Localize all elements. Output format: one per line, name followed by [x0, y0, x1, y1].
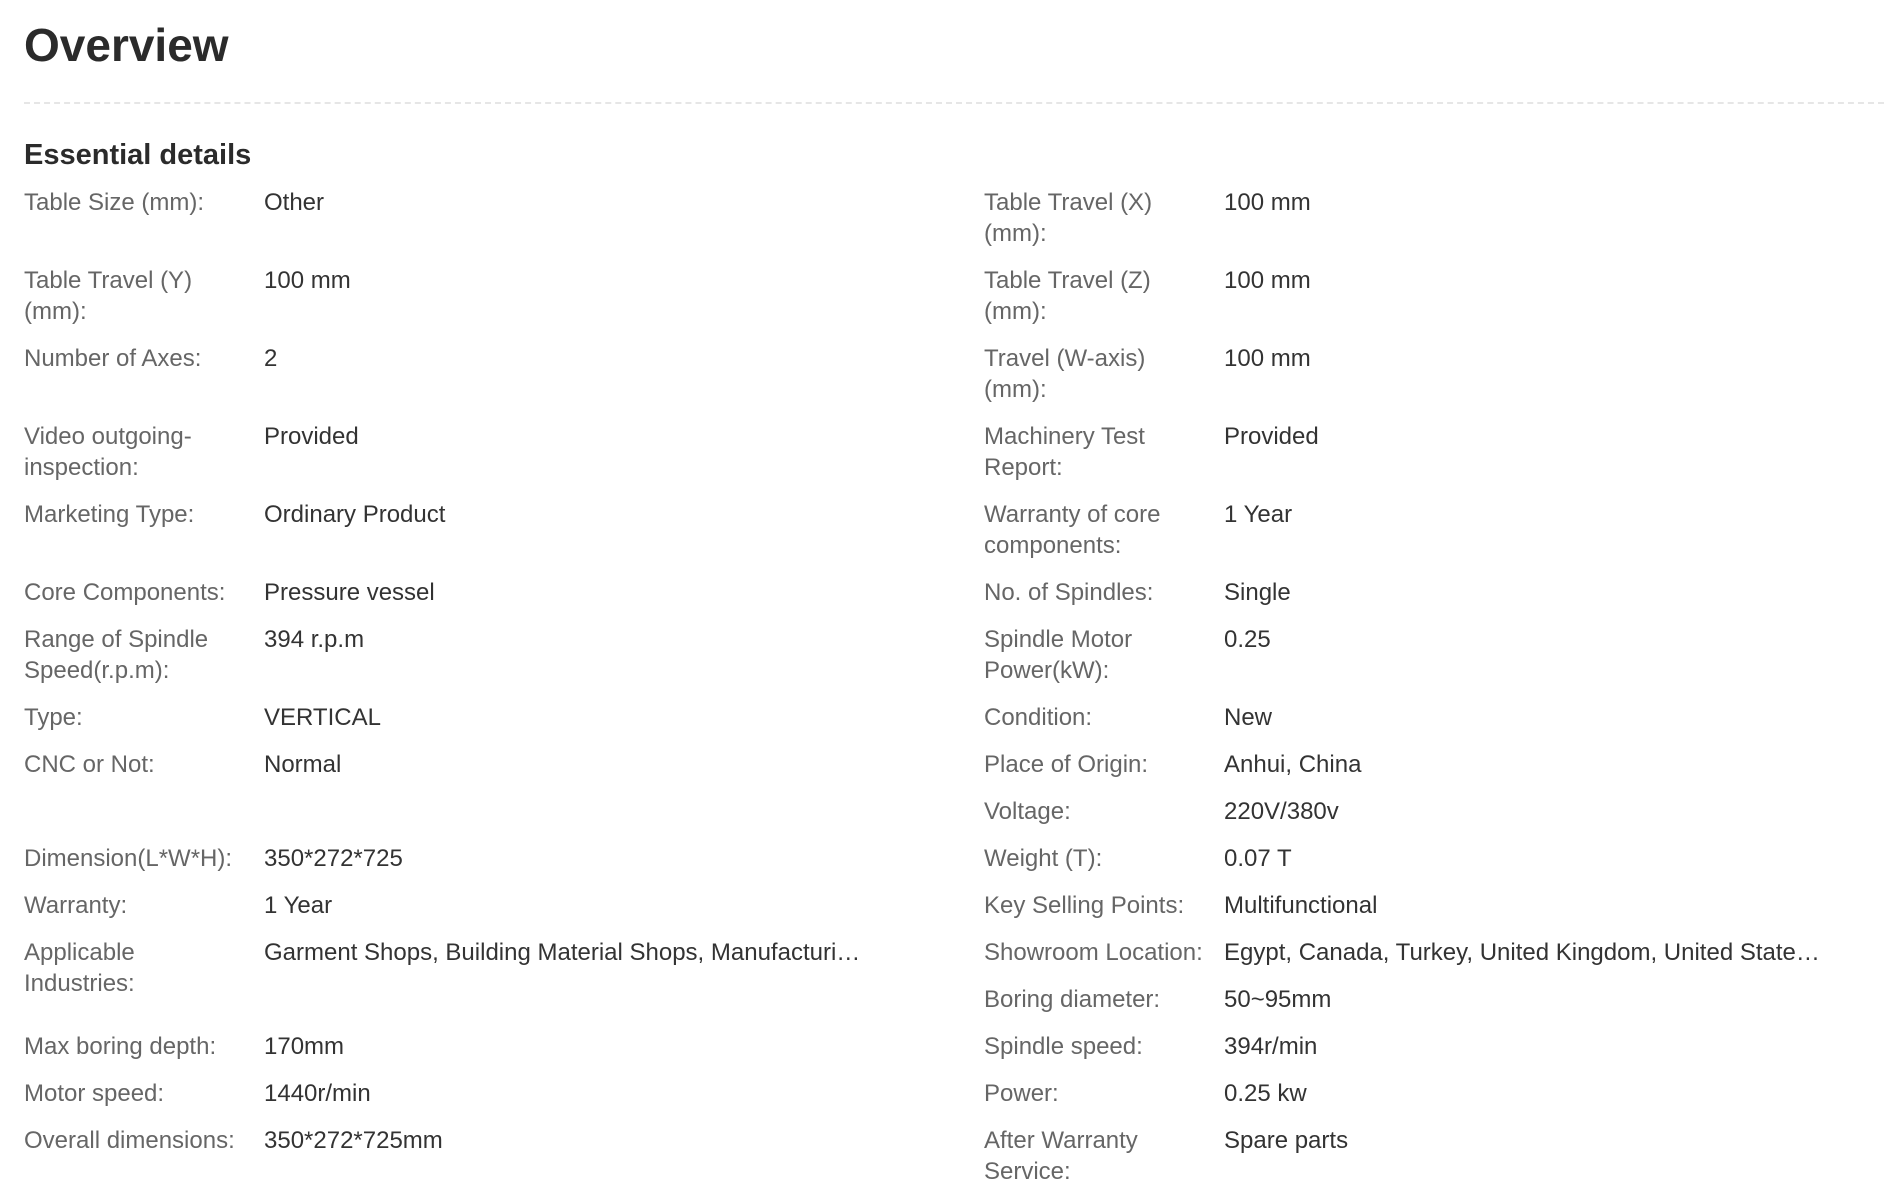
section-title: Essential details	[24, 139, 252, 171]
detail-key: Video outgoing-inspection:	[24, 423, 192, 481]
detail-value: 1440r/min	[264, 1080, 371, 1107]
detail-key: Condition:	[984, 704, 1093, 731]
obscured-key	[24, 796, 264, 843]
detail-key: Warranty:	[24, 892, 128, 919]
detail-value: Provided	[1224, 423, 1319, 450]
detail-value: 394 r.p.m	[264, 626, 365, 653]
detail-key: Warranty of core components:	[984, 501, 1161, 559]
detail-key: Type:	[24, 704, 83, 731]
detail-value: VERTICAL	[264, 704, 381, 731]
title-divider	[24, 102, 1884, 104]
detail-value: 100 mm	[1224, 189, 1311, 216]
detail-value: Provided	[264, 423, 359, 450]
detail-value: 100 mm	[1224, 345, 1311, 372]
detail-value: 0.25	[1224, 626, 1271, 653]
detail-key: Table Travel (X) (mm):	[984, 189, 1153, 247]
detail-key: Voltage:	[984, 798, 1071, 825]
detail-key: Dimension(L*W*H):	[24, 845, 233, 872]
detail-value: 220V/380v	[1224, 798, 1339, 825]
detail-value: 1 Year	[1224, 501, 1293, 528]
detail-value: 0.25 kw	[1224, 1080, 1307, 1107]
detail-key: Key Selling Points:	[984, 892, 1185, 919]
detail-key: Spindle Motor Power(kW):	[984, 626, 1133, 684]
detail-value: 350*272*725	[264, 845, 403, 872]
detail-value: Anhui, China	[1224, 751, 1362, 778]
detail-value: 394r/min	[1224, 1033, 1318, 1060]
detail-value: 1 Year	[264, 892, 333, 919]
detail-key: Boring diameter:	[984, 986, 1161, 1013]
detail-value: 50~95mm	[1224, 986, 1332, 1013]
detail-key: Machinery Test Report:	[984, 423, 1145, 481]
detail-key: After Warranty Service:	[984, 1127, 1138, 1185]
detail-value: 0.07 T	[1224, 845, 1292, 872]
detail-key: Core Components:	[24, 579, 226, 606]
detail-value: Garment Shops, Building Material Shops, Manufacturi…	[264, 939, 861, 966]
detail-key: Table Size (mm):	[24, 189, 205, 216]
details-grid	[24, 187, 1893, 1203]
detail-key: Spindle speed:	[984, 1033, 1143, 1060]
obscured-value	[264, 796, 984, 843]
detail-key: Motor speed:	[24, 1080, 165, 1107]
detail-key: Number of Axes:	[24, 345, 202, 372]
detail-value: Multifunctional	[1224, 892, 1378, 919]
detail-key: Overall dimensions:	[24, 1127, 235, 1154]
detail-key: Table Travel (Y) (mm):	[24, 267, 193, 325]
detail-value: 170mm	[264, 1033, 345, 1060]
page-title: Overview	[24, 19, 229, 71]
detail-value: New	[1224, 704, 1273, 731]
detail-value: Ordinary Product	[264, 501, 446, 528]
detail-key: Showroom Location:	[984, 939, 1203, 966]
detail-key: Power:	[984, 1080, 1059, 1107]
detail-value: Spare parts	[1224, 1127, 1349, 1154]
detail-value: Pressure vessel	[264, 579, 435, 606]
detail-key: Marketing Type:	[24, 501, 195, 528]
detail-value: Egypt, Canada, Turkey, United Kingdom, United State…	[1224, 939, 1820, 966]
detail-key: Place of Origin:	[984, 751, 1149, 778]
detail-value: Single	[1224, 579, 1291, 606]
detail-key: Range of Spindle Speed(r.p.m):	[24, 626, 209, 684]
detail-value: Other	[264, 189, 325, 216]
detail-value: 2	[264, 345, 278, 372]
detail-key: Applicable Industries:	[24, 939, 135, 997]
detail-value: 100 mm	[264, 267, 351, 294]
detail-value: Normal	[264, 751, 342, 778]
detail-value: 350*272*725mm	[264, 1127, 443, 1154]
detail-key: Max boring depth:	[24, 1033, 217, 1060]
detail-key: CNC or Not:	[24, 751, 155, 778]
detail-key: No. of Spindles:	[984, 579, 1154, 606]
detail-key: Weight (T):	[984, 845, 1103, 872]
detail-key: Table Travel (Z) (mm):	[984, 267, 1151, 325]
detail-value: 100 mm	[1224, 267, 1311, 294]
detail-key: Travel (W-axis) (mm):	[984, 345, 1146, 403]
